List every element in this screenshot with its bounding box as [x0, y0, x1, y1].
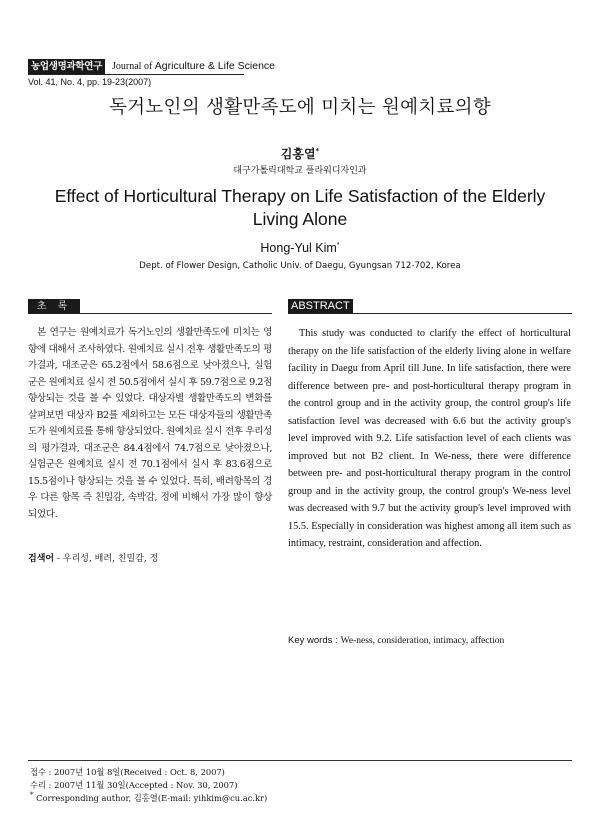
title-korean: 독거노인의 생활만족도에 미치는 원예치료의향: [109, 97, 491, 118]
footnotes: [30, 766, 570, 805]
journal-name-prefix: Journal of: [112, 61, 153, 72]
affiliation-english: Dept. of Flower Design, Catholic Univ. of Daegu, Gyungsan 712-702, Korea: [139, 261, 461, 271]
footnote-accepted: 수리 : 2007년 11월 30일(Accepted : Nov. 30, 2007): [30, 780, 238, 790]
keywords-english-label: Key words :: [288, 635, 338, 646]
title-english: Effect of Horticultural Therapy on Life Satisfaction of the Elderly Living Alone: [54, 186, 546, 229]
abstract-korean-rule: [28, 313, 272, 314]
footnote-corresponding: [30, 792, 570, 805]
abstract-korean-heading: 초 록: [28, 299, 80, 314]
author-korean-name: 김홍열: [280, 147, 316, 161]
journal-name-main: Agriculture & Life Science: [154, 60, 276, 72]
affiliation-korean: 대구가톨릭대학교 플라워디자인과: [233, 166, 367, 176]
author-english-mark: *: [336, 241, 340, 249]
author-english: [0, 240, 600, 256]
footnote-corresponding-text: Corresponding author, 김홍열(E-mail: yihkim@cu.ac.kr): [36, 793, 268, 803]
author-korean: [0, 146, 600, 162]
journal-name: [112, 59, 275, 74]
author-korean-mark: *: [315, 147, 320, 155]
abstract-korean: [28, 325, 272, 524]
volume-line: Vol. 41, No. 4, pp. 19-23(2007): [28, 77, 152, 87]
keywords-korean: [28, 552, 272, 566]
footnote-rule: [28, 760, 572, 761]
footnote-received: 접수 : 2007년 10월 8일(Received : Oct. 8, 2007): [30, 767, 225, 777]
abstract-english-heading: ABSTRACT: [288, 299, 353, 314]
journal-badge: 농업생명과학연구: [28, 59, 105, 74]
abstract-english-rule: [288, 313, 572, 314]
keywords-korean-text: - 우리성, 배려, 친밀감, 정: [56, 554, 159, 564]
author-english-name: Hong-Yul Kim: [260, 241, 337, 255]
keywords-korean-label: 검색어: [28, 554, 55, 564]
abstract-korean-text: 본 연구는 원예치료가 독거노인의 생활만족도에 미치는 영향에 대해서 조사하였다. 원예치료 실시 전후 생활만족도의 평가결과, 대조군은 65.2점에서 58.6점으로 낮아졌으나, 실험군은 원예치료 실시 전 50.5점에서 실시 후 59.7점으로 9.2점 향상되는 것을 볼 수 있었다. 대상자별 생활만족도의 변화를 살펴보면 대상자 B2를 제외하고는 모든 대상자들의 생활만족도가 원예치료를 통해 향상되었다. 원예치료 실시 전후 우리성의 평가결과, 대조군은 84.4점에서 74.7점으로 낮아졌으나, 실험군은 원예치료 실시 전 70.1점에서 실시 후 83.6점으로 15.5점이나 향상되는 것을 볼 수 있었다. 특히, 배려항목의 경우 다른 항목 즉 친밀감, 속박감, 정에 비해서 가장 많이 향상되었다.: [28, 327, 272, 521]
keywords-english: [288, 634, 578, 648]
journal-rule: [28, 74, 244, 75]
journal-header: [28, 59, 276, 74]
abstract-english-text: This study was conducted to clarify the effect of horticultural therapy on the life satisfaction of the elderly living alone in welfare facility in Daegu from April till June. In life satisfaction, there were difference between pre- and post-horticultural therapy program in the control group and in the activity group, the control group's life satisfaction level was decreased with 6.6 but the activity group's level improved with 9.2. Life satisfaction level of each clients was improved but not B2 client. In We-ness, there were difference between pre- and post-horticultural therapy program in the control group and in the activity group, the control group's We-ness level was decreased with 9.7 but the activity group's level improved with 15.5. Especially in consideration was highest among all item such as intimacy, restraint, consideration and affection.: [288, 328, 571, 549]
keywords-english-text: We-ness, consideration, intimacy, affection: [340, 636, 505, 646]
abstract-english: [288, 325, 571, 553]
footnote-corresponding-mark: *: [30, 791, 34, 800]
